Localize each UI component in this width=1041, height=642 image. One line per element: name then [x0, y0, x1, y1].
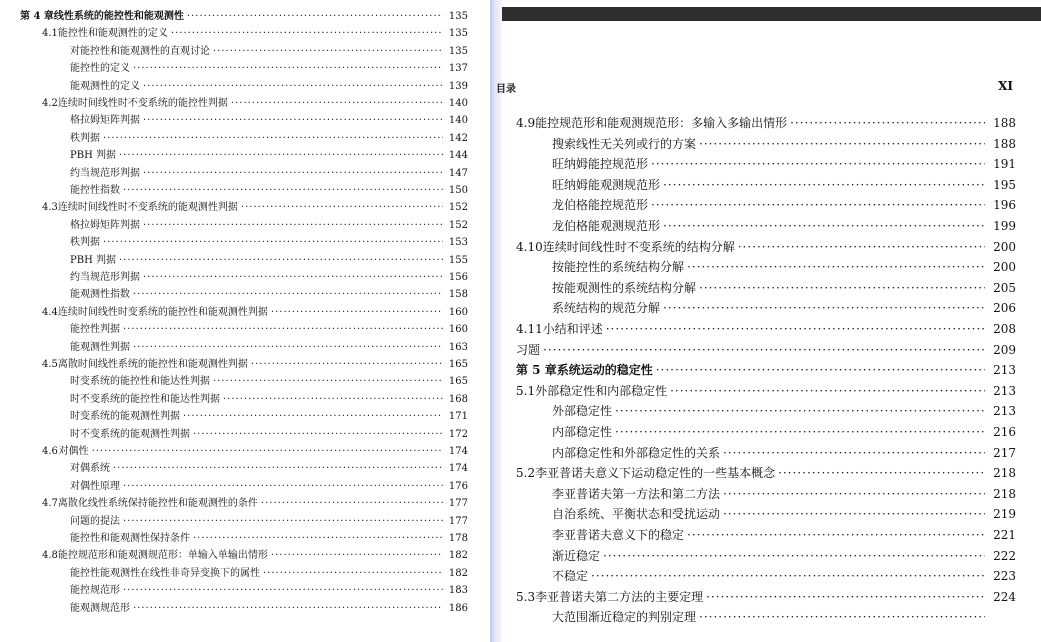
toc-leader-dots	[123, 585, 443, 596]
toc-title: 秩判据	[70, 132, 100, 144]
toc-title: 对偶性原理	[70, 480, 120, 492]
toc-subsection-entry	[70, 320, 468, 334]
toc-leader-dots	[143, 168, 443, 179]
toc-number: 4.9	[516, 116, 536, 130]
book-gutter	[490, 0, 502, 642]
toc-leader-dots	[92, 446, 443, 457]
toc-leader-dots	[143, 81, 443, 92]
toc-section-entry	[516, 464, 1016, 480]
toc-subsection-entry	[552, 258, 1016, 274]
toc-section-entry	[42, 94, 468, 108]
toc-title: 时不变系统的能控性和能达性判据	[70, 393, 220, 405]
toc-leader-dots	[133, 342, 443, 353]
toc-title: 线性系统的能控性和能观测性	[53, 11, 184, 22]
toc-leader-dots	[271, 550, 443, 561]
toc-subsection-entry	[70, 111, 468, 125]
toc-page-number: 191	[993, 157, 1016, 172]
toc-title: 格拉姆矩阵判据	[70, 219, 140, 231]
toc-subsection-entry	[552, 299, 1016, 315]
toc-leader-dots	[251, 359, 443, 370]
toc-section-entry	[516, 320, 1016, 336]
toc-page-number: 177	[448, 498, 468, 510]
toc-page-number: 195	[993, 177, 1016, 192]
toc-page-number: 218	[993, 466, 1016, 481]
toc-title: 内部稳定性和外部稳定性的关系	[552, 445, 721, 460]
toc-title: 离散时间线性系统的能控性和能观测性判据	[57, 359, 248, 370]
toc-chapter-entry	[516, 361, 1016, 377]
toc-page-right	[496, 0, 1041, 642]
toc-leader-dots	[790, 116, 985, 130]
toc-leader-dots	[591, 569, 985, 583]
toc-page-number: 224	[993, 589, 1016, 604]
toc-subsection-entry	[552, 423, 1016, 439]
toc-title: 按能观测性的系统结构分解	[552, 280, 697, 295]
toc-leader-dots	[133, 289, 443, 300]
toc-section-entry	[42, 546, 468, 560]
toc-leader-dots	[706, 590, 985, 604]
toc-title: 不稳定	[552, 569, 589, 584]
toc-chapter-entry	[20, 7, 468, 21]
toc-page-number: 144	[448, 150, 468, 162]
toc-title: 能控性能观测性在线性非奇异变换下的属性	[70, 567, 260, 579]
toc-leader-dots	[651, 198, 985, 212]
toc-page-number: 135	[448, 11, 468, 22]
toc-leader-dots	[103, 133, 443, 144]
toc-page-number: 217	[993, 445, 1016, 460]
toc-subsection-entry	[552, 176, 1016, 192]
toc-leader-dots	[615, 425, 985, 439]
toc-leader-dots	[143, 272, 443, 283]
toc-title: 小结和评述	[542, 322, 603, 336]
toc-title: 连续时间线性时变系统的能控性和能观测性判据	[57, 306, 268, 318]
toc-leader-dots	[133, 63, 443, 74]
toc-subsection-entry	[70, 129, 468, 143]
toc-section-entry	[516, 588, 1016, 604]
toc-leader-dots	[738, 240, 985, 254]
toc-number: 5.2	[516, 466, 536, 481]
toc-subsection-entry	[70, 164, 468, 178]
toc-leader-dots	[687, 528, 985, 542]
toc-page-number: 200	[993, 260, 1016, 275]
toc-title: 能观测性指数	[70, 289, 130, 301]
toc-page-number: 183	[448, 585, 468, 597]
toc-subsection-entry	[552, 567, 1016, 583]
toc-leader-dots	[606, 322, 985, 336]
toc-page-number: 174	[448, 446, 468, 457]
toc-title: 李亚普诺夫意义下运动稳定性的一些基本概念	[535, 466, 776, 481]
toc-title: 能控性的定义	[70, 63, 130, 75]
toc-leader-dots	[699, 281, 985, 295]
toc-page-number: 213	[993, 404, 1016, 419]
toc-leader-dots	[723, 446, 985, 460]
toc-page-number: 137	[448, 63, 468, 75]
toc-title: 能控性和能观测性保持条件	[70, 533, 190, 544]
page-header-bar	[502, 7, 1041, 21]
toc-page-number: 208	[993, 322, 1016, 336]
toc-section-entry	[42, 494, 468, 508]
toc-page-number: 140	[448, 98, 468, 109]
toc-page-number: 200	[993, 239, 1016, 254]
toc-page-left	[0, 0, 490, 642]
toc-page-number: 140	[448, 115, 468, 127]
toc-page-number: 188	[993, 116, 1016, 130]
toc-title: 问题的提法	[70, 515, 120, 527]
toc-section-entry	[42, 442, 468, 456]
toc-leader-dots	[183, 411, 443, 422]
toc-leader-dots	[271, 307, 443, 318]
toc-section-entry	[516, 238, 1016, 254]
toc-subsection-entry	[70, 581, 468, 595]
toc-subsection-entry	[70, 42, 468, 56]
toc-title: 渐近稳定	[552, 548, 601, 563]
toc-leader-dots	[119, 150, 443, 161]
page-header-label: 目录	[496, 84, 516, 95]
toc-subsection-entry	[552, 279, 1016, 295]
toc-page-number: 219	[993, 507, 1016, 522]
toc-leader-dots	[133, 603, 443, 614]
toc-number: 4.8	[42, 550, 58, 562]
toc-page-number: 165	[448, 376, 468, 388]
toc-leader-dots	[119, 255, 443, 266]
toc-page-number: 135	[448, 28, 468, 40]
toc-title: 时变系统的能观测性判据	[70, 411, 180, 423]
toc-subsection-entry	[70, 477, 468, 491]
toc-subsection-entry	[70, 268, 468, 282]
toc-leader-dots	[263, 568, 443, 579]
toc-number: 4.5	[42, 359, 58, 370]
toc-title: 能控规范形和能观测规范形：单输入单输出情形	[57, 550, 268, 562]
toc-subsection-entry	[70, 146, 468, 160]
toc-page-number: 172	[448, 428, 468, 440]
toc-leader-dots	[143, 220, 443, 231]
toc-leader-dots	[193, 429, 443, 440]
toc-title: 习题	[516, 342, 541, 357]
toc-subsection-entry	[552, 547, 1016, 563]
toc-page-number: 155	[448, 254, 468, 266]
toc-subsection-entry	[70, 512, 468, 526]
toc-page-number: 135	[448, 45, 468, 57]
toc-title: 时变系统的能控性和能达性判据	[70, 376, 210, 388]
toc-title: 约当规范形判据	[70, 272, 140, 283]
toc-number: 4.11	[516, 322, 543, 336]
toc-leader-dots	[723, 487, 985, 501]
toc-subsection-entry	[552, 217, 1016, 233]
toc-leader-dots	[143, 115, 443, 126]
toc-page-number: 165	[448, 359, 468, 370]
toc-title: 时不变系统的能观测性判据	[70, 428, 190, 440]
toc-subsection-entry	[552, 526, 1016, 542]
toc-title: 秩判据	[70, 237, 100, 249]
toc-title: 能观测性的定义	[70, 80, 140, 92]
toc-leader-dots	[663, 178, 985, 192]
toc-section-entry	[42, 355, 468, 369]
toc-leader-dots	[261, 498, 443, 509]
toc-title: 离散化线性系统保持能控性和能观测性的条件	[57, 498, 258, 510]
toc-number: 4.2	[42, 98, 58, 109]
toc-title: 连续时间线性时不变系统的结构分解	[542, 239, 735, 254]
toc-title: 按能控性的系统结构分解	[552, 260, 685, 275]
toc-title: 能控性判据	[70, 324, 120, 336]
toc-title: 对偶性	[58, 446, 89, 457]
toc-title: 系统运动的稳定性	[556, 363, 653, 378]
toc-title: 连续时间线性时不变系统的能控性判据	[57, 98, 228, 109]
toc-page-number: 182	[448, 550, 468, 562]
toc-leader-dots	[699, 610, 985, 624]
toc-subsection-entry	[70, 372, 468, 386]
toc-title: 龙伯格能控规范形	[552, 198, 649, 213]
toc-number: 4.3	[42, 202, 58, 214]
toc-subsection-entry	[70, 233, 468, 247]
toc-title: 内部稳定性	[552, 425, 613, 439]
toc-subsection-entry	[70, 251, 468, 265]
toc-leader-dots	[543, 343, 985, 357]
toc-subsection-entry	[70, 425, 468, 439]
toc-title: 格拉姆矩阵判据	[70, 115, 140, 127]
toc-leader-dots	[670, 384, 985, 398]
toc-number: 第 4 章	[20, 11, 54, 22]
toc-title: 能观测规范形	[70, 602, 130, 614]
toc-leader-dots	[123, 516, 443, 527]
toc-title: 李亚普诺夫第二方法的主要定理	[535, 589, 704, 604]
toc-title: PBH 判据	[70, 254, 116, 266]
toc-page-number: 178	[448, 533, 468, 544]
toc-title: 系统结构的规范分解	[552, 301, 661, 316]
toc-title: 能控性指数	[70, 185, 120, 196]
toc-title: 外部稳定性和内部稳定性	[535, 383, 668, 398]
toc-page-number: 199	[993, 219, 1016, 233]
toc-leader-dots	[123, 324, 443, 335]
toc-page-number: 153	[448, 237, 468, 249]
toc-number: 4.4	[42, 306, 58, 318]
toc-subsection-entry	[70, 407, 468, 421]
toc-page-number: 205	[993, 280, 1016, 295]
toc-section-entry	[42, 24, 468, 38]
toc-subsection-entry	[70, 338, 468, 352]
toc-leader-dots	[656, 363, 985, 377]
toc-page-number: 168	[448, 393, 468, 405]
toc-title: 李亚普诺夫第一方法和第二方法	[552, 486, 721, 501]
toc-subsection-entry	[552, 402, 1016, 418]
toc-leader-dots	[223, 394, 443, 405]
toc-section-entry	[516, 382, 1016, 398]
toc-leader-dots	[213, 376, 443, 387]
toc-leader-dots	[193, 533, 443, 544]
toc-page-number: 156	[448, 272, 468, 283]
toc-subsection-entry	[70, 529, 468, 543]
toc-page-number: 213	[993, 363, 1016, 378]
toc-number: 5.1	[516, 383, 536, 398]
toc-page-number: 163	[448, 341, 468, 353]
toc-page-number: 222	[993, 548, 1016, 563]
toc-leader-dots	[171, 28, 443, 39]
toc-title: 能控规范形和能观测规范形：多输入多输出情形	[535, 116, 788, 130]
toc-title: PBH 判据	[70, 150, 116, 162]
toc-subsection-entry	[70, 59, 468, 73]
toc-page-number: 213	[993, 383, 1016, 398]
toc-page-number: 182	[448, 567, 468, 579]
toc-page-number: 152	[448, 219, 468, 231]
toc-leader-dots	[778, 466, 985, 480]
toc-page-number: 206	[993, 301, 1016, 316]
toc-subsection-entry	[552, 485, 1016, 501]
toc-subsection-entry	[552, 444, 1016, 460]
toc-title: 约当规范形判据	[70, 167, 140, 179]
toc-page-number: 218	[993, 486, 1016, 501]
toc-page-number: 171	[448, 411, 468, 423]
toc-subsection-entry	[552, 155, 1016, 171]
toc-leader-dots	[113, 463, 443, 474]
toc-page-number: 188	[993, 136, 1016, 151]
toc-leader-dots	[123, 185, 443, 196]
toc-subsection-entry	[70, 216, 468, 230]
toc-page-number: 176	[448, 480, 468, 492]
toc-page-number: 158	[448, 289, 468, 301]
toc-page-number: 150	[448, 185, 468, 196]
toc-leader-dots	[663, 219, 985, 233]
toc-leader-dots	[123, 481, 443, 492]
toc-leader-dots	[103, 237, 443, 248]
toc-page-number: 174	[448, 463, 468, 475]
toc-page-number: 177	[448, 515, 468, 527]
toc-title: 搜索线性无关列或行的方案	[552, 136, 697, 151]
toc-leader-dots	[603, 549, 985, 563]
toc-page-number: 147	[448, 167, 468, 179]
toc-title: 对偶系统	[70, 463, 110, 475]
toc-subsection-entry	[70, 77, 468, 91]
toc-page-number: 221	[993, 528, 1016, 542]
toc-subsection-entry	[552, 135, 1016, 151]
toc-title: 外部稳定性	[552, 404, 613, 419]
toc-subsection-entry	[70, 459, 468, 473]
toc-leader-dots	[699, 137, 985, 151]
toc-title: 旺纳姆能观测规范形	[552, 177, 661, 192]
toc-subsection-entry	[70, 181, 468, 195]
toc-subsection-entry	[552, 196, 1016, 212]
toc-number: 第 5 章	[516, 363, 557, 378]
toc-section-entry	[516, 114, 1016, 130]
toc-title: 旺纳姆能控规范形	[552, 157, 649, 172]
toc-title: 大范围渐近稳定的判别定理	[552, 610, 697, 625]
toc-page-number: 223	[993, 569, 1016, 584]
toc-subsection-entry	[70, 390, 468, 404]
toc-page-number: 160	[448, 306, 468, 318]
toc-title: 李亚普诺夫意义下的稳定	[552, 528, 685, 542]
toc-leader-dots	[187, 11, 443, 22]
toc-leader-dots	[687, 260, 985, 274]
toc-subsection-entry	[70, 285, 468, 299]
toc-subsection-entry	[70, 564, 468, 578]
toc-leader-dots	[615, 404, 985, 418]
toc-leader-dots	[723, 507, 985, 521]
toc-subsection-entry	[516, 341, 1016, 357]
toc-page-number: 152	[448, 202, 468, 214]
toc-subsection-entry	[552, 505, 1016, 521]
toc-leader-dots	[213, 46, 443, 57]
toc-leader-dots	[663, 301, 985, 315]
page-header-number: XI	[998, 79, 1013, 93]
toc-page-number: 186	[448, 602, 468, 614]
toc-subsection-entry	[552, 608, 1016, 624]
toc-subsection-entry	[70, 599, 468, 613]
toc-title: 自治系统、平衡状态和受扰运动	[552, 507, 721, 522]
toc-page-number: 142	[448, 132, 468, 144]
toc-section-entry	[42, 198, 468, 212]
toc-leader-dots	[241, 202, 443, 213]
toc-page-number: 196	[993, 198, 1016, 213]
toc-number: 4.1	[42, 28, 58, 40]
toc-number: 4.6	[42, 446, 58, 457]
toc-title: 能控规范形	[70, 585, 120, 597]
toc-page-number: 216	[993, 425, 1016, 439]
toc-title: 龙伯格能观测规范形	[552, 219, 661, 233]
toc-title: 连续时间线性时不变系统的能观测性判据	[57, 202, 238, 214]
toc-number: 4.10	[516, 239, 543, 254]
toc-section-entry	[42, 303, 468, 317]
toc-title: 对能控性和能观测性的直观讨论	[70, 45, 210, 57]
toc-number: 5.3	[516, 589, 536, 604]
toc-number: 4.7	[42, 498, 58, 510]
toc-page-number: 139	[448, 80, 468, 92]
toc-page-number: 160	[448, 324, 468, 336]
toc-leader-dots	[651, 157, 985, 171]
toc-title: 能观测性判据	[70, 341, 130, 353]
toc-title: 能控性和能观测性的定义	[57, 28, 168, 40]
toc-leader-dots	[231, 98, 443, 109]
toc-page-number: 209	[993, 342, 1016, 357]
